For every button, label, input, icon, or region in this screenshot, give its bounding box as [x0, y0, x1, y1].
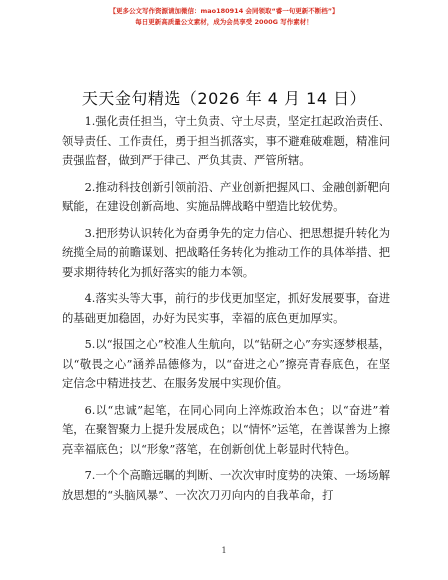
paragraph-6: 6.以“忠诚”起笔，在同心同向上淬炼政治本色；以“奋进”着笔，在聚智聚力上提升发展成色；以“情怀”运笔，在善谋善为上擦亮幸福底色；以“形象”落笔，在创新创优上彰显时代特色。	[62, 403, 390, 456]
document-title: 天天金句精选（2026 年 4 月 14 日）	[81, 89, 367, 108]
promo-banner	[0, 6, 448, 28]
paragraph-2: 2.推动科技创新引领前沿、产业创新把握风口、金融创新靶向赋能，在建设创新高地、实施品牌战略中塑造比较优势。	[62, 180, 390, 213]
paragraph-1: 1.强化责任担当，守土负责、守土尽责，坚定扛起政治责任、领导责任、工作责任，勇于担当抓落实，事不避难破难题，精准问责强监督，做到严于律己、严负其责、严管所辖。	[62, 115, 390, 167]
paragraph-3: 3.把形势认识转化为奋勇争先的定力信心、把思想提升转化为统揽全局的前瞻谋划、把战略任务转化为推动工作的具体举措、把要求期待转化为抓好落实的能力本领。	[62, 226, 390, 279]
promo-banner-line-1: 【更多公文写作资源请加微信：mao180914 会同领取“睿一句更新不断档”】	[109, 7, 339, 15]
document-body	[62, 112, 390, 512]
promo-banner-line-2: 每日更新高质量公文素材，成为会员享受 2000G 写作素材！	[135, 18, 313, 26]
page-number: 1	[221, 546, 227, 555]
paragraph-7: 7.一个个高瞻远瞩的判断、一次次审时度势的决策、一场场解放思想的“头脑风暴”、一次次刀刃向内的自我革命，打	[62, 469, 390, 502]
paragraph-5: 5.以“报国之心”校准人生航向，以“钻研之心”夯实逐梦根基，以“敬畏之心”涵养品德修为，以“奋进之心”擦亮青春底色，在坚定信念中精进技艺、在服务发展中实现价值。	[62, 338, 390, 390]
paragraph-4: 4.落实头等大事，前行的步伐更加坚定，抓好发展要事，奋进的基础更加稳固，办好为民实事，幸福的底色更加厚实。	[62, 292, 390, 325]
